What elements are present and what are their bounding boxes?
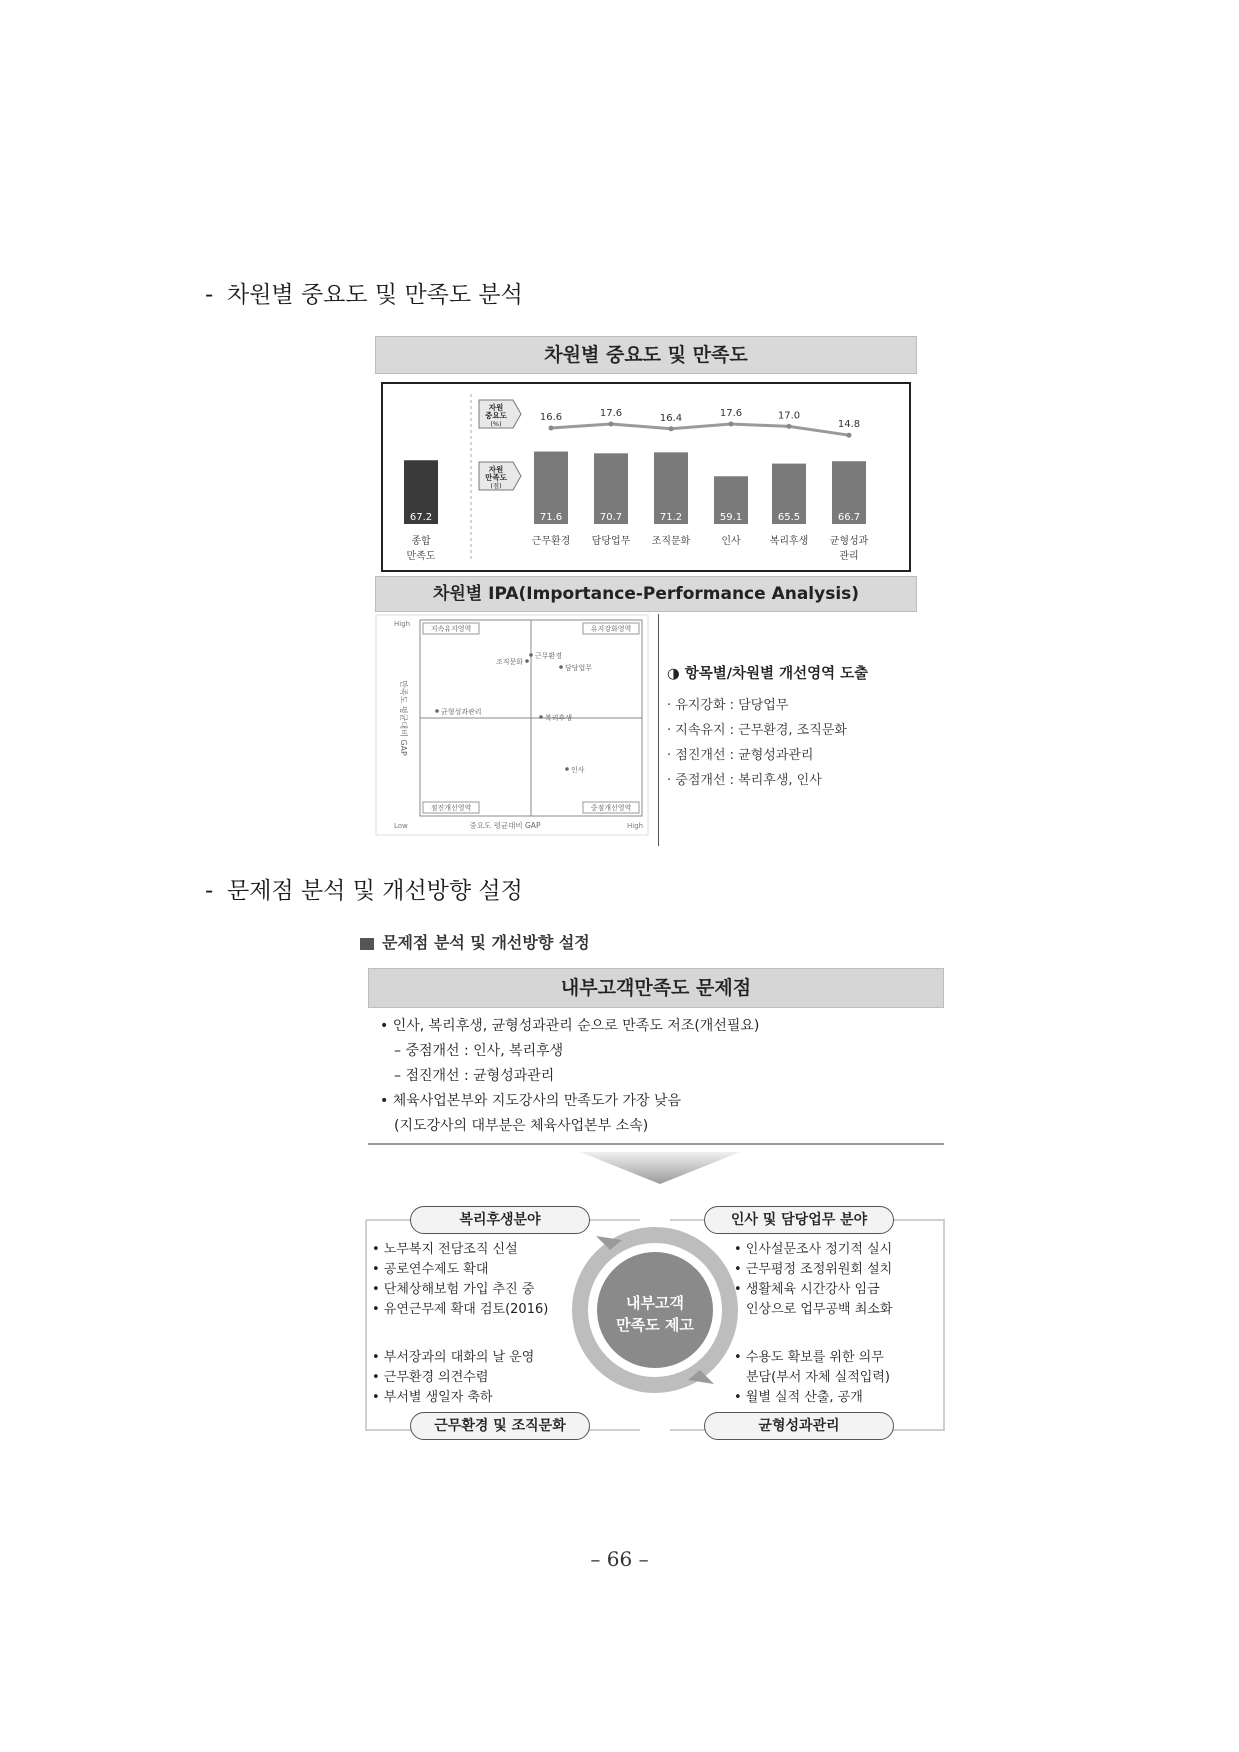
- work-env-items: [372, 1348, 602, 1408]
- page-number: – 66 –: [590, 1547, 649, 1571]
- list-item: • 유연근무제 확대 검토(2016): [372, 1302, 549, 1317]
- chart-banner: 차원별 중요도 및 만족도: [375, 336, 917, 374]
- category-label: 복리후생: [769, 536, 809, 547]
- ipa-x-axis-label: 중요도 평균대비 GAP: [469, 821, 541, 830]
- problem-item: – 중점개선 : 인사, 복리후생: [394, 1043, 564, 1059]
- quadrant-maintain-label: 지속유지영역: [430, 625, 472, 633]
- svg-text:중요도: 중요도: [485, 411, 507, 420]
- bar-value-label: 71.6: [539, 512, 563, 523]
- svg-text:자원: 자원: [488, 465, 504, 474]
- ipa-matrix: [375, 614, 650, 844]
- category-label: 관리: [839, 551, 859, 562]
- hr-duty-pill: 인사 및 담당업무 분야: [704, 1206, 894, 1234]
- ipa-point: [529, 653, 533, 657]
- problem-list: [368, 1008, 944, 1145]
- ipa-point-label: 근무환경: [535, 652, 563, 660]
- bar-chart: [383, 384, 909, 570]
- ipa-summary-title: ◑ 항목별/차원별 개선영역 도출: [667, 666, 869, 682]
- list-item: • 월별 실적 산출, 공개: [734, 1390, 863, 1405]
- list-item: • 근무환경 의견수렴: [372, 1370, 489, 1385]
- importance-value-label: 14.8: [837, 419, 861, 431]
- list-item: 분담(부서 자체 실적입력): [746, 1370, 890, 1385]
- importance-value-label: 17.6: [719, 408, 743, 419]
- list-item: • 노무복지 전담조직 신설: [372, 1242, 518, 1257]
- bar-value-label: 65.5: [777, 512, 801, 523]
- list-item: • 수용도 확보를 위한 의무: [734, 1350, 884, 1365]
- balanced-perf-pill: 균형성과관리: [704, 1412, 894, 1440]
- bar-value-label: 66.7: [837, 512, 861, 523]
- category-label: 만족도: [406, 551, 436, 562]
- figure2-title: 문제점 분석 및 개선방향 설정: [360, 930, 590, 953]
- problem-item: • 체육사업본부와 지도강사의 만족도가 가장 낮음: [380, 1093, 681, 1109]
- chart-box: [381, 382, 911, 572]
- svg-text:(점): (점): [490, 482, 502, 490]
- problem-item: – 점진개선 : 균형성과관리: [394, 1068, 555, 1084]
- bar-value-label: 70.7: [599, 512, 623, 523]
- work-env-pill: 근무환경 및 조직문화: [410, 1412, 590, 1440]
- svg-text:자원: 자원: [488, 403, 504, 412]
- category-label: 인사: [721, 536, 741, 547]
- figure-problem-analysis: [360, 930, 950, 1440]
- welfare-items: [372, 1240, 602, 1320]
- balanced-perf-items: [734, 1348, 944, 1408]
- ipa-y-low-label: Low: [394, 822, 408, 830]
- importance-value-label: 16.4: [659, 412, 683, 424]
- dash-marker: -: [205, 878, 214, 904]
- ipa-point-label: 담당업무: [565, 664, 593, 672]
- category-label: 조직문화: [651, 536, 691, 547]
- problem-item: (지도강사의 대부분은 체육사업본부 소속): [394, 1118, 649, 1134]
- figure-importance-satisfaction: [375, 336, 917, 846]
- list-item: • 근무평정 조정위원회 설치: [734, 1262, 893, 1277]
- bar-value-label: 59.1: [719, 512, 743, 523]
- quadrant-gradual-label: 점진개선영역: [430, 804, 472, 812]
- center-label: 내부고객 만족도 제고: [616, 1294, 694, 1334]
- importance-value-label: 16.6: [539, 412, 563, 423]
- svg-text:(%): (%): [490, 420, 502, 428]
- dash-marker: -: [205, 282, 214, 308]
- importance-point: [549, 426, 554, 431]
- ipa-summary-line: · 지속유지 : 근무환경, 조직문화: [667, 723, 847, 738]
- problem-banner: 내부고객만족도 문제점: [368, 968, 944, 1008]
- ipa-y-high-label: High: [394, 620, 411, 628]
- quadrant-strengthen-label: 유지강화영역: [590, 625, 632, 633]
- hr-duty-items: [734, 1240, 944, 1320]
- list-item: • 인사설문조사 정기적 실시: [734, 1242, 893, 1257]
- svg-text:만족도: 만족도: [485, 473, 507, 482]
- ipa-x-high-label: High: [627, 822, 644, 830]
- importance-value-label: 17.0: [777, 410, 801, 422]
- ipa-point-label: 균형성과관리: [441, 708, 482, 716]
- ipa-point-label: 인사: [571, 766, 585, 774]
- problem-item: • 인사, 복리후생, 균형성과관리 순으로 만족도 저조(개선필요): [380, 1018, 760, 1034]
- importance-line: [551, 424, 849, 435]
- importance-point: [609, 422, 614, 427]
- category-label: 근무환경: [531, 536, 571, 547]
- ipa-y-axis-label: 만족도 평균대비 GAP: [399, 680, 408, 756]
- ipa-point-label: 조직문화: [495, 658, 523, 666]
- ipa-point-label: 복리후생: [545, 714, 573, 722]
- section-heading-1: - 차원별 중요도 및 만족도 분석: [205, 282, 523, 308]
- list-item: • 부서별 생일자 축하: [372, 1390, 493, 1405]
- ipa-banner: 차원별 IPA(Importance-Performance Analysis): [375, 576, 917, 612]
- list-item: • 단체상해보험 가입 추진 중: [372, 1282, 535, 1297]
- importance-point: [729, 422, 734, 427]
- satisfaction-row-label: [479, 462, 521, 490]
- list-item: • 공로연수제도 확대: [372, 1262, 489, 1277]
- list-item: • 생활체육 시간강사 임금: [734, 1282, 880, 1297]
- ipa-point: [559, 665, 563, 669]
- down-arrow-icon: [580, 1148, 740, 1188]
- ipa-summary-line: · 유지강화 : 담당업무: [667, 698, 789, 713]
- ipa-summary: [667, 662, 917, 793]
- section-heading-2: - 문제점 분석 및 개선방향 설정: [205, 878, 523, 904]
- bullet-icon: ◑: [667, 666, 685, 682]
- quadrant-focus-label: 중점개선영역: [590, 804, 632, 812]
- importance-point: [847, 433, 852, 438]
- category-label: 균형성과: [829, 536, 869, 547]
- importance-row-label: [479, 400, 521, 428]
- importance-point: [669, 426, 674, 431]
- ipa-summary-line: · 중점개선 : 복리후생, 인사: [667, 773, 822, 788]
- welfare-pill: 복리후생분야: [410, 1206, 590, 1234]
- bar-value-label: 71.2: [659, 512, 683, 523]
- ipa-point: [435, 709, 439, 713]
- importance-point: [787, 424, 792, 429]
- ipa-point: [539, 715, 543, 719]
- problem-box: [368, 968, 944, 1145]
- ipa-divider: [658, 614, 659, 846]
- bar-value-label: 67.2: [409, 512, 433, 523]
- square-bullet-icon: [360, 938, 374, 950]
- list-item: 인상으로 업무공백 최소화: [746, 1302, 893, 1317]
- list-item: • 부서장과의 대화의 날 운영: [372, 1350, 535, 1365]
- category-label: 종합: [411, 536, 431, 547]
- ipa-point: [525, 659, 529, 663]
- importance-value-label: 17.6: [599, 408, 623, 419]
- ipa-summary-line: · 점진개선 : 균형성과관리: [667, 748, 814, 763]
- ipa-point: [565, 767, 569, 771]
- category-label: 담당업무: [591, 536, 631, 547]
